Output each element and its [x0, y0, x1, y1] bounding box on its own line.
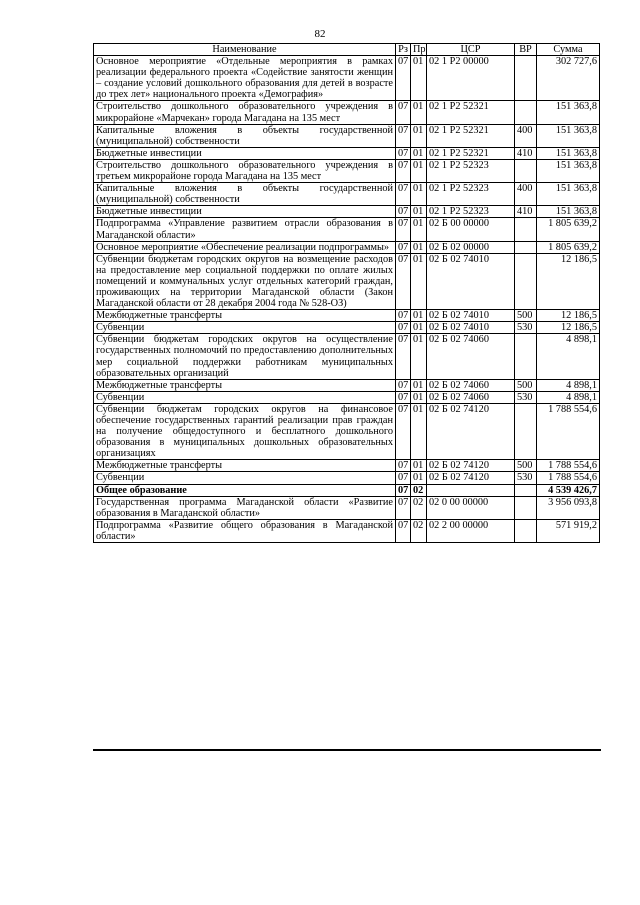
- cell-name: Субвенции: [94, 472, 396, 484]
- cell-name: Государственная программа Магаданской области «Развитие образования в Магаданской области»: [94, 496, 396, 519]
- cell-name: Капитальные вложения в объекты государственной (муниципальной) собственности: [94, 124, 396, 147]
- cell-csr: 02 1 P2 52321: [427, 101, 515, 124]
- cell-vr: [515, 496, 537, 519]
- cell-pr: 01: [411, 124, 427, 147]
- table-row: [94, 322, 600, 334]
- table-row: [94, 253, 600, 309]
- cell-vr: [515, 253, 537, 309]
- cell-sum: 302 727,6: [537, 56, 600, 101]
- cell-csr: 02 1 P2 52323: [427, 183, 515, 206]
- cell-rz: 07: [396, 460, 411, 472]
- cell-vr: 410: [515, 147, 537, 159]
- table-row: [94, 56, 600, 101]
- table-row: [94, 147, 600, 159]
- cell-sum: 1 788 554,6: [537, 472, 600, 484]
- cell-csr: 02 Б 02 74010: [427, 310, 515, 322]
- cell-csr: 02 Б 02 74120: [427, 460, 515, 472]
- cell-vr: [515, 519, 537, 542]
- cell-csr: [427, 484, 515, 496]
- cell-csr: 02 Б 02 74060: [427, 379, 515, 391]
- cell-name: Субвенции: [94, 322, 396, 334]
- cell-pr: 02: [411, 484, 427, 496]
- cell-vr: [515, 241, 537, 253]
- table-row: [94, 379, 600, 391]
- table-row: [94, 460, 600, 472]
- cell-csr: 02 Б 02 74060: [427, 391, 515, 403]
- cell-rz: 07: [396, 322, 411, 334]
- cell-name: Субвенции бюджетам городских округов на осуществление государственных полномочий по предоставлению дополнительных мер социальной поддержки работникам муниципальных образовательных организаций: [94, 334, 396, 379]
- table-row: [94, 484, 600, 496]
- cell-pr: 01: [411, 403, 427, 459]
- cell-rz: 07: [396, 241, 411, 253]
- cell-csr: 02 2 00 00000: [427, 519, 515, 542]
- cell-pr: 01: [411, 183, 427, 206]
- cell-csr: 02 Б 02 74120: [427, 472, 515, 484]
- cell-pr: 01: [411, 379, 427, 391]
- cell-vr: [515, 56, 537, 101]
- cell-sum: 4 539 426,7: [537, 484, 600, 496]
- cell-csr: 02 Б 02 74010: [427, 322, 515, 334]
- cell-rz: 07: [396, 496, 411, 519]
- cell-name: Бюджетные инвестиции: [94, 206, 396, 218]
- cell-pr: 01: [411, 310, 427, 322]
- cell-pr: 01: [411, 101, 427, 124]
- cell-rz: 07: [396, 147, 411, 159]
- cell-rz: 07: [396, 391, 411, 403]
- header-csr: ЦСР: [427, 44, 515, 56]
- cell-name: Капитальные вложения в объекты государственной (муниципальной) собственности: [94, 183, 396, 206]
- cell-pr: 01: [411, 159, 427, 182]
- cell-sum: 151 363,8: [537, 124, 600, 147]
- cell-sum: 3 956 093,8: [537, 496, 600, 519]
- table-body: [94, 56, 600, 543]
- cell-name: Подпрограмма «Развитие общего образования в Магаданской области»: [94, 519, 396, 542]
- table-row: [94, 334, 600, 379]
- cell-rz: 07: [396, 334, 411, 379]
- table-row: [94, 403, 600, 459]
- cell-vr: [515, 484, 537, 496]
- cell-vr: 400: [515, 124, 537, 147]
- cell-sum: 4 898,1: [537, 379, 600, 391]
- cell-name: Субвенции бюджетам городских округов на возмещение расходов на предоставление мер социальной поддержки по оплате жилых помещений и коммунальных услуг отдельных категорий граждан, проживающих на территории Магаданской области (Закон Магаданской области от 28 декабря 2004 года № 528-ОЗ): [94, 253, 396, 309]
- cell-vr: 530: [515, 472, 537, 484]
- cell-pr: 01: [411, 147, 427, 159]
- cell-csr: 02 Б 00 00000: [427, 218, 515, 241]
- cell-pr: 01: [411, 218, 427, 241]
- cell-rz: 07: [396, 124, 411, 147]
- cell-csr: 02 Б 02 74060: [427, 334, 515, 379]
- cell-pr: 01: [411, 56, 427, 101]
- cell-sum: 4 898,1: [537, 391, 600, 403]
- cell-csr: 02 1 P2 52321: [427, 147, 515, 159]
- cell-pr: 02: [411, 496, 427, 519]
- cell-rz: 07: [396, 472, 411, 484]
- cell-rz: 07: [396, 183, 411, 206]
- cell-csr: 02 1 P2 52321: [427, 124, 515, 147]
- cell-name: Общее образование: [94, 484, 396, 496]
- cell-name: Межбюджетные трансферты: [94, 460, 396, 472]
- cell-rz: 07: [396, 253, 411, 309]
- footer-divider: [93, 749, 601, 751]
- table-row: [94, 472, 600, 484]
- cell-csr: 02 1 P2 52323: [427, 206, 515, 218]
- cell-sum: 151 363,8: [537, 147, 600, 159]
- cell-rz: 07: [396, 519, 411, 542]
- cell-sum: 151 363,8: [537, 159, 600, 182]
- cell-pr: 01: [411, 241, 427, 253]
- cell-name: Основное мероприятие «Обеспечение реализации подпрограммы»: [94, 241, 396, 253]
- table-row: [94, 159, 600, 182]
- header-name: Наименование: [94, 44, 396, 56]
- cell-pr: 01: [411, 460, 427, 472]
- cell-sum: 1 788 554,6: [537, 403, 600, 459]
- cell-sum: 151 363,8: [537, 206, 600, 218]
- cell-rz: 07: [396, 218, 411, 241]
- cell-vr: 530: [515, 322, 537, 334]
- cell-sum: 12 186,5: [537, 322, 600, 334]
- cell-vr: 500: [515, 460, 537, 472]
- cell-pr: 01: [411, 334, 427, 379]
- table-row: [94, 241, 600, 253]
- cell-rz: 07: [396, 379, 411, 391]
- budget-table: [93, 43, 600, 543]
- cell-name: Межбюджетные трансферты: [94, 310, 396, 322]
- cell-name: Межбюджетные трансферты: [94, 379, 396, 391]
- cell-csr: 02 0 00 00000: [427, 496, 515, 519]
- table-row: [94, 206, 600, 218]
- cell-vr: 500: [515, 310, 537, 322]
- cell-name: Бюджетные инвестиции: [94, 147, 396, 159]
- table-row: [94, 218, 600, 241]
- cell-vr: [515, 101, 537, 124]
- cell-pr: 01: [411, 253, 427, 309]
- cell-vr: 410: [515, 206, 537, 218]
- cell-rz: 07: [396, 403, 411, 459]
- cell-rz: 07: [396, 56, 411, 101]
- table-row: [94, 183, 600, 206]
- cell-vr: 500: [515, 379, 537, 391]
- cell-csr: 02 Б 02 00000: [427, 241, 515, 253]
- cell-csr: 02 1 P2 52323: [427, 159, 515, 182]
- table-row: [94, 124, 600, 147]
- table-header-row: [94, 44, 600, 56]
- cell-name: Субвенции: [94, 391, 396, 403]
- cell-vr: [515, 159, 537, 182]
- cell-pr: 01: [411, 322, 427, 334]
- cell-sum: 1 805 639,2: [537, 218, 600, 241]
- cell-pr: 01: [411, 206, 427, 218]
- cell-vr: [515, 218, 537, 241]
- header-vr: ВР: [515, 44, 537, 56]
- cell-name: Строительство дошкольного образовательного учреждения в микрорайоне «Марчекан» города Магадана на 135 мест: [94, 101, 396, 124]
- cell-sum: 1 805 639,2: [537, 241, 600, 253]
- cell-pr: 01: [411, 472, 427, 484]
- cell-name: Строительство дошкольного образовательного учреждения в третьем микрорайоне города Магадана на 135 мест: [94, 159, 396, 182]
- cell-vr: 400: [515, 183, 537, 206]
- cell-rz: 07: [396, 484, 411, 496]
- cell-sum: 12 186,5: [537, 310, 600, 322]
- cell-name: Подпрограмма «Управление развитием отрасли образования в Магаданской области»: [94, 218, 396, 241]
- cell-sum: 571 919,2: [537, 519, 600, 542]
- cell-sum: 151 363,8: [537, 101, 600, 124]
- table-row: [94, 496, 600, 519]
- cell-name: Основное мероприятие «Отдельные мероприятия в рамках реализации федерального проекта «Содействие занятости женщин – создание условий дошкольного образования для детей в возрасте до трех лет» национального проекта «Демография»: [94, 56, 396, 101]
- cell-rz: 07: [396, 206, 411, 218]
- table-row: [94, 101, 600, 124]
- header-rz: Рз: [396, 44, 411, 56]
- cell-csr: 02 Б 02 74120: [427, 403, 515, 459]
- cell-rz: 07: [396, 310, 411, 322]
- header-pr: Пр: [411, 44, 427, 56]
- cell-csr: 02 1 P2 00000: [427, 56, 515, 101]
- cell-vr: [515, 334, 537, 379]
- cell-pr: 02: [411, 519, 427, 542]
- cell-sum: 12 186,5: [537, 253, 600, 309]
- cell-name: Субвенции бюджетам городских округов на финансовое обеспечение государственных гарантий реализации прав граждан на получение общедоступного и бесплатного дошкольного образования в муниципальных дошкольных образовательных организациях: [94, 403, 396, 459]
- table-row: [94, 391, 600, 403]
- cell-rz: 07: [396, 159, 411, 182]
- cell-csr: 02 Б 02 74010: [427, 253, 515, 309]
- cell-vr: 530: [515, 391, 537, 403]
- table-row: [94, 310, 600, 322]
- cell-rz: 07: [396, 101, 411, 124]
- cell-pr: 01: [411, 391, 427, 403]
- cell-sum: 1 788 554,6: [537, 460, 600, 472]
- table-row: [94, 519, 600, 542]
- cell-sum: 4 898,1: [537, 334, 600, 379]
- cell-vr: [515, 403, 537, 459]
- header-sum: Сумма: [537, 44, 600, 56]
- page-number: 82: [314, 28, 326, 40]
- cell-sum: 151 363,8: [537, 183, 600, 206]
